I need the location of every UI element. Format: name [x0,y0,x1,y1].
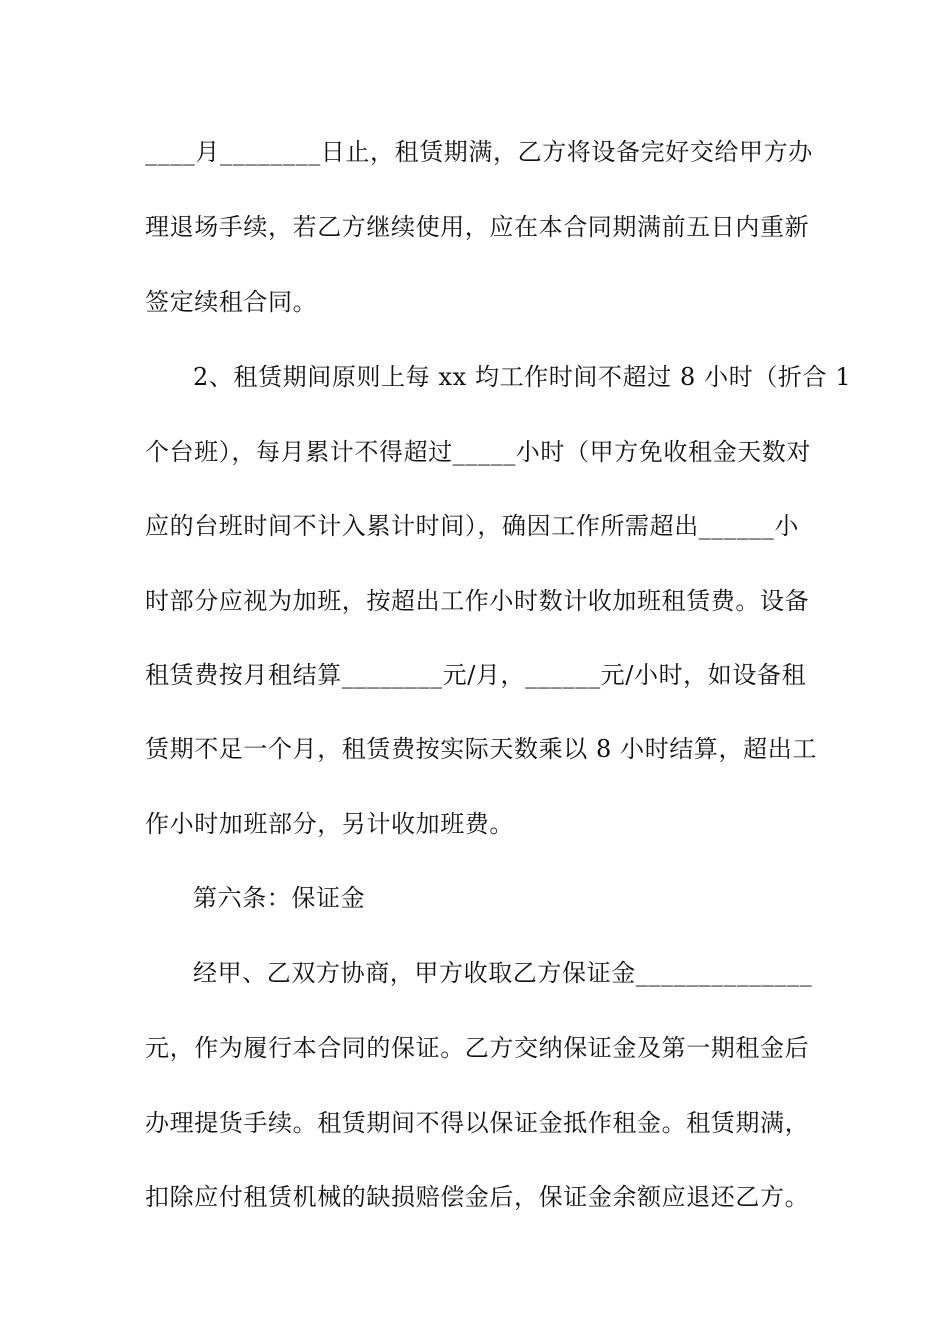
section-heading: 第六条：保证金 [193,884,366,912]
text-line-2: 理退场手续，若乙方继续使用，应在本合同期满前五日内重新 [145,213,810,241]
text-line-4: 2、租赁期间原则上每 xx 均工作时间不超过 8 小时（折合 1 [193,363,852,391]
text-line-13: 元，作为履行本合同的保证。乙方交纳保证金及第一期租金后 [145,1034,810,1062]
text-line-9: 赁期不足一个月，租赁费按实际天数乘以 8 小时结算，超出工 [145,735,817,763]
text-line-5: 个台班），每月累计不得超过_____小时（甲方免收租金天数对 [145,438,811,466]
text-line-3: 签定续租合同。 [145,288,318,316]
text-line-8: 租赁费按月租结算________元/月，______元/小时，如设备租 [145,661,807,689]
text-line-12: 经甲、乙双方协商，甲方收取乙方保证金______________ [193,959,813,987]
text-line-7: 时部分应视为加班，按超出工作小时数计收加班租赁费。设备 [145,587,810,615]
text-line-1: ____月________日止，租赁期满，乙方将设备完好交给甲方办 [145,138,813,166]
text-line-14: 办理提货手续。租赁期间不得以保证金抵作租金。租赁期满， [145,1109,810,1137]
text-line-6: 应的台班时间不计入累计时间），确因工作所需超出______小 [145,512,799,540]
text-line-10: 作小时加班部分，另计收加班费。 [145,810,514,838]
text-line-15: 扣除应付租赁机械的缺损赔偿金后，保证金余额应退还乙方。 [145,1183,810,1211]
